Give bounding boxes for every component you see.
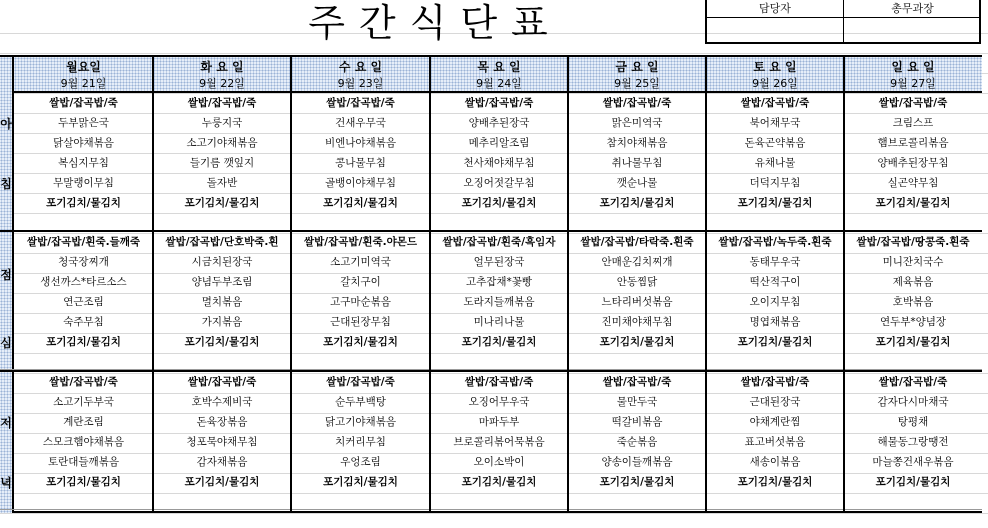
grid-row-line — [0, 53, 988, 54]
dinner-menu-item: 포기김치/물김치 — [461, 476, 537, 488]
breakfast-menu-item: 쌀밥/잡곡밥/죽 — [326, 97, 395, 109]
meal-label-dinner-1: 저 — [0, 416, 12, 430]
day-header — [430, 57, 568, 93]
dinner-menu-item: 포기김치/물김치 — [599, 476, 675, 488]
meal-label-lunch-1: 점 — [0, 268, 12, 282]
day-header — [291, 57, 430, 93]
lunch-menu-item: 얼무된장국 — [473, 256, 525, 268]
breakfast-menu-item: 취나물무침 — [611, 157, 663, 169]
dinner-menu-item: 쌀밥/잡곡밥/죽 — [49, 376, 118, 388]
dinner-menu-item: 소고기두부국 — [53, 396, 114, 408]
breakfast-menu-item: 크림스프 — [892, 117, 934, 129]
lunch-menu-item: 고구마순볶음 — [330, 296, 391, 308]
breakfast-menu-item: 닭살야채볶음 — [53, 137, 114, 149]
day-name: 목 요 일 — [477, 60, 521, 74]
breakfast-menu-item: 오징어젓갈무침 — [463, 177, 535, 189]
day-name: 토 요 일 — [753, 60, 797, 74]
approval-box — [705, 0, 981, 44]
lunch-menu-item: 고추잡채*꽃빵 — [465, 276, 533, 288]
dinner-menu-item: 죽순볶음 — [616, 436, 658, 448]
approval-divider — [843, 0, 844, 42]
dinner-menu-item: 순두부백탕 — [335, 396, 386, 408]
dinner-menu-item: 감자채볶음 — [196, 456, 248, 468]
dinner-menu-item: 떡갈비볶음 — [611, 416, 663, 428]
lunch-menu-item: 쌀밥/잡곡밥/녹두죽.흰죽 — [718, 236, 832, 248]
dinner-menu-item: 근대된장국 — [749, 396, 801, 408]
breakfast-menu-item: 복심지무침 — [58, 157, 109, 169]
breakfast-menu-item: 포기김치/물김치 — [184, 197, 260, 209]
breakfast-menu-item: 건새우무국 — [335, 117, 386, 129]
day-name: 월요일 — [66, 60, 101, 74]
day-header — [568, 57, 706, 93]
breakfast-menu-item: 더덕지무침 — [749, 177, 801, 189]
lunch-menu-item: 포기김치/물김치 — [46, 336, 121, 348]
lunch-menu-item: 안동찜닭 — [616, 276, 658, 288]
dinner-menu-item: 쌀밥/잡곡밥/죽 — [464, 376, 534, 388]
lunch-menu-item: 명엽채볶음 — [749, 316, 801, 328]
breakfast-menu-item: 햄브로콜리볶음 — [877, 137, 949, 149]
breakfast-menu-item: 소고기야채볶음 — [186, 137, 258, 149]
day-name: 금 요 일 — [615, 60, 659, 74]
day-header — [14, 57, 153, 93]
lunch-menu-item: 숙주무침 — [63, 316, 104, 328]
breakfast-menu-item: 포기김치/물김치 — [875, 197, 951, 209]
lunch-menu-item: 쌀밥/잡곡밥/단호박죽.흰 — [165, 236, 279, 248]
breakfast-menu-item: 실곤약무침 — [887, 177, 939, 189]
dinner-menu-item: 오이소박이 — [473, 456, 525, 468]
dinner-menu-item: 쌀밥/잡곡밥/죽 — [326, 376, 395, 388]
dinner-menu-item: 우엉조림 — [340, 456, 381, 468]
meal-label-breakfast-2: 침 — [0, 177, 12, 191]
dinner-menu-item: 쌀밥/잡곡밥/죽 — [187, 376, 257, 388]
dinner-menu-item: 스모크햄야채볶음 — [42, 436, 125, 448]
breakfast-menu-item: 돌자반 — [206, 177, 238, 189]
day-header — [706, 57, 844, 93]
dinner-menu-item: 닭고기야채볶음 — [324, 416, 396, 428]
breakfast-menu-item: 쌀밥/잡곡밥/죽 — [740, 97, 810, 109]
lunch-menu-item: 미나리나물 — [473, 316, 525, 328]
breakfast-menu-item: 북어채무국 — [749, 117, 801, 129]
dinner-menu-item: 포기김치/물김치 — [737, 476, 813, 488]
day-name: 일 요 일 — [891, 60, 935, 74]
lunch-menu-item: 포기김치/물김치 — [737, 336, 813, 348]
breakfast-menu-item: 양배추된장무침 — [877, 157, 949, 169]
dinner-menu-item: 야채계란찜 — [749, 416, 801, 428]
dinner-menu-item: 탕평채 — [897, 416, 929, 428]
lunch-menu-item: 제육볶음 — [892, 276, 934, 288]
dinner-menu-item: 포기김치/물김치 — [875, 476, 951, 488]
breakfast-menu-item: 두부맑은국 — [58, 117, 109, 129]
dinner-menu-item: 마늘쫑건새우볶음 — [872, 456, 954, 468]
dinner-menu-item: 마파두부 — [478, 416, 520, 428]
dinner-menu-item: 포기김치/물김치 — [46, 476, 121, 488]
lunch-menu-item: 떡산적구이 — [749, 276, 801, 288]
breakfast-menu-item: 포기김치/물김치 — [461, 197, 537, 209]
lunch-menu-item: 가지볶음 — [201, 316, 243, 328]
lunch-menu-item: 진미채야채무침 — [601, 316, 673, 328]
lunch-menu-item: 쌀밥/잡곡밥/흰죽/흑임자 — [442, 236, 556, 248]
lunch-menu-item: 소고기미역국 — [330, 256, 391, 268]
meal-label-breakfast-1: 아 — [0, 117, 12, 131]
breakfast-menu-item: 쌀밥/잡곡밥/죽 — [49, 97, 118, 109]
lunch-menu-item: 생선까스*타르소스 — [40, 276, 127, 288]
breakfast-menu-item: 돈육곤약볶음 — [744, 137, 806, 149]
dinner-menu-item: 브로콜리볶어묵볶음 — [453, 436, 545, 448]
day-date: 9월 26일 — [752, 77, 798, 90]
lunch-menu-item: 포기김치/물김치 — [461, 336, 537, 348]
breakfast-menu-item: 누룽지국 — [201, 117, 243, 129]
meal-section-spacer — [0, 509, 982, 510]
lunch-menu-item: 미니잔치국수 — [882, 256, 944, 268]
breakfast-menu-item: 포기김치/물김치 — [323, 197, 398, 209]
dinner-menu-item: 쌀밥/잡곡밥/죽 — [740, 376, 810, 388]
dinner-menu-item: 오징어무우국 — [468, 396, 530, 408]
lunch-menu-item: 포기김치/물김치 — [875, 336, 951, 348]
lunch-menu-item: 청국장찌개 — [58, 256, 109, 268]
lunch-menu-item: 연근조림 — [63, 296, 104, 308]
breakfast-menu-item: 맑은미역국 — [611, 117, 663, 129]
breakfast-menu-item: 들기름 깻잎지 — [189, 157, 255, 169]
lunch-menu-item: 포기김치/물김치 — [599, 336, 675, 348]
day-date: 9월 23일 — [337, 77, 384, 90]
dinner-menu-item: 치커리무침 — [335, 436, 386, 448]
dinner-menu-item: 감자다시마채국 — [877, 396, 949, 408]
breakfast-menu-item: 유채나물 — [754, 157, 796, 169]
dinner-menu-item: 토란대들깨볶음 — [47, 456, 119, 468]
grid-row-line — [0, 513, 988, 514]
dinner-menu-item: 표고버섯볶음 — [744, 436, 806, 448]
breakfast-menu-item: 쌀밥/잡곡밥/죽 — [878, 97, 948, 109]
approval-chief-label: 총무과장 — [844, 0, 981, 18]
lunch-menu-item: 시금치된장국 — [191, 256, 253, 268]
day-date: 9월 27일 — [890, 77, 936, 90]
breakfast-menu-item: 비엔나야채볶음 — [324, 137, 396, 149]
lunch-menu-item: 오이지무침 — [749, 296, 801, 308]
breakfast-menu-item: 깻순나물 — [616, 177, 658, 189]
dinner-menu-item: 돈육장볶음 — [196, 416, 248, 428]
dinner-menu-item: 쌀밥/잡곡밥/죽 — [602, 376, 672, 388]
day-header — [844, 57, 982, 93]
dinner-menu-item: 물만두국 — [616, 396, 658, 408]
dinner-menu-item: 포기김치/물김치 — [184, 476, 260, 488]
lunch-menu-item: 쌀밥/잡곡밥/흰죽.야몬드 — [303, 236, 418, 248]
meal-label-dinner-2: 녁 — [0, 476, 12, 490]
dinner-menu-item: 쌀밥/잡곡밥/죽 — [878, 376, 948, 388]
lunch-menu-item: 근대된장무침 — [330, 316, 391, 328]
breakfast-menu-item: 천사채야채무침 — [463, 157, 535, 169]
dinner-menu-item: 호박수제비국 — [191, 396, 253, 408]
breakfast-menu-item: 포기김치/물김치 — [46, 197, 121, 209]
meal-label-lunch-2: 심 — [0, 336, 12, 350]
day-date: 9월 22일 — [199, 77, 245, 90]
lunch-menu-item: 쌀밥/잡곡밥/흰죽.들깨죽 — [26, 236, 141, 248]
day-name: 수 요 일 — [338, 60, 383, 74]
lunch-menu-item: 양념두부조림 — [191, 276, 253, 288]
day-date: 9월 21일 — [60, 77, 107, 90]
lunch-menu-item: 호박볶음 — [892, 296, 934, 308]
lunch-menu-item: 포기김치/물김치 — [184, 336, 260, 348]
lunch-menu-item: 연두부*양념장 — [879, 316, 947, 328]
lunch-menu-item: 동태무우국 — [749, 256, 801, 268]
breakfast-menu-item: 무말랭이무침 — [53, 177, 114, 189]
breakfast-menu-item: 콩나물무침 — [335, 157, 386, 169]
breakfast-menu-item: 참치야채볶음 — [606, 137, 668, 149]
lunch-menu-item: 쌀밥/잡곡밥/타락죽.흰죽 — [580, 236, 694, 248]
lunch-menu-item: 안매운김치찌개 — [601, 256, 673, 268]
breakfast-menu-item: 쌀밥/잡곡밥/죽 — [602, 97, 672, 109]
dinner-menu-item: 양송이들깨볶음 — [601, 456, 673, 468]
dinner-menu-item: 새송이볶음 — [749, 456, 801, 468]
page-title: 주간식단표 — [308, 1, 562, 45]
dinner-menu-item: 청포묵야채무침 — [186, 436, 258, 448]
lunch-menu-item: 포기김치/물김치 — [323, 336, 398, 348]
day-name: 화 요 일 — [200, 60, 244, 74]
day-header — [153, 57, 291, 93]
dinner-menu-item: 해물동그랑땡전 — [877, 436, 949, 448]
breakfast-menu-item: 골뱅이야채무침 — [324, 177, 396, 189]
breakfast-menu-item: 쌀밥/잡곡밥/죽 — [464, 97, 534, 109]
breakfast-menu-item: 양배추된장국 — [468, 117, 530, 129]
breakfast-menu-item: 포기김치/물김치 — [599, 197, 675, 209]
breakfast-menu-item: 포기김치/물김치 — [737, 197, 813, 209]
lunch-menu-item: 도라지들깨볶음 — [463, 296, 535, 308]
approval-manager-label: 담당자 — [707, 0, 844, 18]
breakfast-menu-item: 메추리알조림 — [468, 137, 530, 149]
dinner-menu-item: 계란조림 — [63, 416, 104, 428]
day-date: 9월 24일 — [476, 77, 522, 90]
lunch-menu-item: 쌀밥/잡곡밥/땅콩죽.흰죽 — [856, 236, 970, 248]
day-date: 9월 25일 — [614, 77, 660, 90]
breakfast-menu-item: 쌀밥/잡곡밥/죽 — [187, 97, 257, 109]
lunch-menu-item: 멸치볶음 — [201, 296, 243, 308]
lunch-menu-item: 갈치구이 — [340, 276, 381, 288]
lunch-menu-item: 느타리버섯볶음 — [601, 296, 673, 308]
dinner-menu-item: 포기김치/물김치 — [323, 476, 398, 488]
